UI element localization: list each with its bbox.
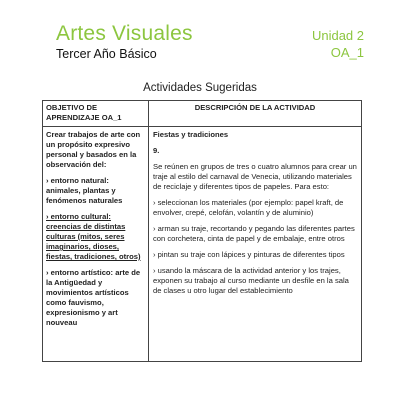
section-title: Actividades Sugeridas (143, 82, 257, 94)
document-subtitle: Tercer Año Básico (56, 47, 157, 61)
objective-natural: › entorno natural: animales, plantas y fenómenos naturales (46, 176, 123, 205)
activity-step: › pintan su traje con lápices y pinturas de diferentes tipos (153, 250, 345, 259)
activities-table (42, 100, 362, 362)
table-header-row (43, 101, 362, 127)
objective-cultural: › entorno cultural: creencias de distintas culturas (mitos, seres imaginarios, dioses, fiestas, tradiciones, otros) (46, 212, 141, 261)
activity-number: 9. (153, 146, 160, 155)
document-title: Artes Visuales (56, 22, 193, 45)
unit-info (312, 27, 364, 62)
activity-step: › seleccionan los materiales (por ejemplo: papel kraft, de envolver, crepé, celofán, volantín y de aluminio) (153, 198, 344, 217)
document-header (56, 22, 193, 62)
table-row (43, 127, 362, 362)
description-cell (149, 127, 362, 362)
objective-artistic: › entorno artístico: arte de la Antigüedad y movimientos artísticos como fauvismo, expresionismo y art nouveau (46, 268, 141, 327)
objective-intro: Crear trabajos de arte con un propósito expresivo personal y basados en la observación del: (46, 130, 141, 169)
objective-column-header: OBJETIVO DE APRENDIZAJE OA_1 (43, 101, 149, 127)
description-column-header: DESCRIPCIÓN DE LA ACTIVIDAD (149, 101, 362, 127)
activity-step: › usando la máscara de la actividad anterior y los trajes, exponen su trabajo al curso mediante un desfile en la sala de clases u otro lugar del establecimiento (153, 266, 349, 295)
objective-cell (43, 127, 149, 362)
activity-heading: Fiestas y tradiciones (153, 130, 229, 139)
oa-label: OA_1 (330, 45, 364, 60)
unit-label: Unidad 2 (311, 28, 364, 43)
activity-intro: Se reúnen en grupos de tres o cuatro alumnos para crear un traje al estilo del carnaval de Venecia, utilizando materiales de reciclaje y diferentes tipos de papeles. Para esto: (153, 162, 357, 191)
activity-step: › arman su traje, recortando y pegando las diferentes partes con corchetera, cinta de papel y de embalaje, entre otros (153, 224, 355, 243)
